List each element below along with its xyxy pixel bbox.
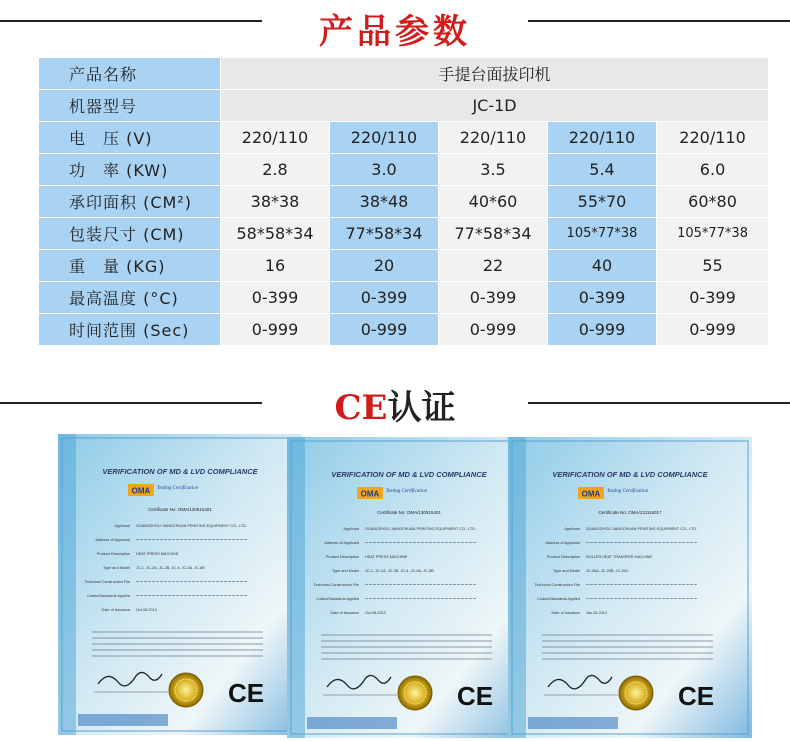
- certificate-footer-band: [528, 717, 618, 729]
- table-cell: 3.5: [439, 154, 548, 186]
- certificate-field-label: Product Description: [546, 555, 580, 559]
- table-cell: 220/110: [548, 122, 657, 154]
- row-label: 最高温度 (°C): [39, 282, 221, 314]
- table-cell: 105*77*38: [657, 218, 769, 250]
- table-cell: 77*58*34: [330, 218, 439, 250]
- table-row-model: [39, 90, 769, 122]
- certificate-footer-band: [307, 717, 397, 729]
- certificate-field-label: Codes/Standards Applied: [87, 594, 130, 598]
- certificate-field-label: Technical Construction File: [84, 580, 130, 584]
- certificate-field-label: Date of Issuance: [551, 611, 580, 615]
- certificate-heading: VERIFICATION OF MD & LVD COMPLIANCE: [331, 470, 487, 479]
- table-row: [39, 186, 769, 218]
- product-name-value: 手提台面拔印机: [221, 58, 769, 90]
- certificate-number: Certificate No: OMA/130515401: [148, 507, 212, 512]
- certificate-field-value: ROLLER HEAT TRANSFER MACHINE: [586, 555, 653, 559]
- certificate-side-band: [58, 434, 76, 735]
- certificate-field-label: Type and Model: [102, 566, 130, 570]
- gold-seal-icon: [398, 676, 432, 710]
- table-cell: 55*70: [548, 186, 657, 218]
- oma-logo-subtitle: Testing Certification: [607, 489, 649, 494]
- ce-section-title: [0, 380, 790, 429]
- certificate-field-value: GUANGZHOU JIANGCHUAN PRINTING EQUIPMENT CO., LTD.: [586, 527, 698, 531]
- certificate-field-label: Technical Construction File: [313, 583, 359, 587]
- table-row: [39, 250, 769, 282]
- table-cell: 0-999: [548, 314, 657, 346]
- table-row: [39, 154, 769, 186]
- row-label: 承印面积 (CM²): [39, 186, 221, 218]
- ce-title-mark: CE: [334, 388, 388, 428]
- table-cell: 0-399: [548, 282, 657, 314]
- table-cell: 0-999: [221, 314, 330, 346]
- table-cell: 2.8: [221, 154, 330, 186]
- certificate-field-value: JC-1, JC-2A, JC-2B, JC-4, JC-5A, JC-8B: [136, 566, 205, 570]
- row-label: 包装尺寸 (CM): [39, 218, 221, 250]
- ce-mark-icon: CE: [456, 681, 494, 711]
- table-cell: 20: [330, 250, 439, 282]
- table-cell: 16: [221, 250, 330, 282]
- table-cell: 38*38: [221, 186, 330, 218]
- oma-logo-text: OMA: [581, 489, 601, 499]
- table-cell: 0-999: [657, 314, 769, 346]
- certificate-heading: VERIFICATION OF MD & LVD COMPLIANCE: [552, 470, 708, 479]
- table-cell: 220/110: [439, 122, 548, 154]
- certificate-field-label: Codes/Standards Applied: [316, 597, 359, 601]
- certificate-side-band: [287, 437, 305, 738]
- row-label: 时间范围 (Sec): [39, 314, 221, 346]
- table-cell: 55: [657, 250, 769, 282]
- certificate-field-label: Technical Construction File: [534, 583, 580, 587]
- table-cell: 77*58*34: [439, 218, 548, 250]
- certificate-number: Certificate No: OMA/130515401: [377, 510, 441, 515]
- certificate-field-value: Oct.08.2013: [136, 608, 157, 612]
- certificate-1: [58, 434, 302, 735]
- certificate-field-label: Type and Model: [552, 569, 580, 573]
- table-cell: 0-399: [221, 282, 330, 314]
- certificate-side-band: [508, 437, 526, 738]
- table-cell: 40*60: [439, 186, 548, 218]
- certificate-artwork: [508, 437, 752, 738]
- oma-logo-text: OMA: [131, 486, 151, 496]
- certificate-field-label: Type and Model: [331, 569, 359, 573]
- table-row: [39, 314, 769, 346]
- row-label: 重 量 (KG): [39, 250, 221, 282]
- row-label: 功 率 (KW): [39, 154, 221, 186]
- table-cell: 220/110: [221, 122, 330, 154]
- oma-logo-text: OMA: [360, 489, 380, 499]
- certificate-field-value: GUANGZHOU JIANGCHUAN PRINTING EQUIPMENT CO., LTD.: [136, 524, 248, 528]
- certificate-field-label: Product Description: [325, 555, 359, 559]
- table-cell: 0-999: [330, 314, 439, 346]
- certificate-field-label: Codes/Standards Applied: [537, 597, 580, 601]
- gold-seal-icon: [169, 673, 203, 707]
- table-cell: 0-999: [439, 314, 548, 346]
- table-cell: 22: [439, 250, 548, 282]
- table-cell: 40: [548, 250, 657, 282]
- table-cell: 0-399: [439, 282, 548, 314]
- certificate-field-value: Jan.26.2014: [586, 611, 607, 615]
- table-cell: 0-399: [330, 282, 439, 314]
- certificate-2: [287, 437, 531, 738]
- certificate-field-value: GUANGZHOU JIANGCHUAN PRINTING EQUIPMENT CO., LTD.: [365, 527, 477, 531]
- oma-logo-subtitle: Testing Certification: [386, 489, 428, 494]
- certificate-field-label: Address of Applicant: [324, 541, 359, 545]
- table-row-product-name: [39, 58, 769, 90]
- model-value: JC-1D: [221, 90, 769, 122]
- row-label: 机器型号: [39, 90, 221, 122]
- table-cell: 0-399: [657, 282, 769, 314]
- certificate-field-label: Address of Applicant: [545, 541, 580, 545]
- ce-title-text: 认证: [387, 388, 456, 428]
- certificate-field-value: Oct.08.2013: [365, 611, 386, 615]
- oma-logo-subtitle: Testing Certification: [157, 486, 199, 491]
- table-cell: 3.0: [330, 154, 439, 186]
- certificate-field-label: Applicant: [114, 524, 130, 528]
- certificate-number: Certificate No: OMA/131116017: [598, 510, 662, 515]
- certificate-field-value: JC-26A, JC-26B, JC-26C: [586, 569, 629, 573]
- certificate-field-value: JC-1, JC-2A, JC-2B, JC-4, JC-5A, JC-8B: [365, 569, 434, 573]
- table-cell: 58*58*34: [221, 218, 330, 250]
- certificate-field-value: HEAT PRESS MACHINE: [365, 555, 408, 559]
- ce-mark-icon: CE: [227, 678, 265, 708]
- table-cell: 220/110: [330, 122, 439, 154]
- table-cell: 60*80: [657, 186, 769, 218]
- certificate-field-label: Date of Issuance: [330, 611, 359, 615]
- certificate-artwork: [287, 437, 531, 738]
- certificate-field-label: Address of Applicant: [95, 538, 130, 542]
- certificate-field-label: Product Description: [96, 552, 130, 556]
- ce-mark-icon: CE: [677, 681, 715, 711]
- table-row: [39, 218, 769, 250]
- certificate-heading: VERIFICATION OF MD & LVD COMPLIANCE: [102, 467, 258, 476]
- page-title: 产品参数: [319, 12, 471, 52]
- table-cell: 105*77*38: [548, 218, 657, 250]
- spec-table: [38, 57, 769, 346]
- table-cell: 6.0: [657, 154, 769, 186]
- table-cell: 220/110: [657, 122, 769, 154]
- certificate-3: [508, 437, 752, 738]
- certificate-artwork: [58, 434, 302, 735]
- certificate-field-label: Applicant: [343, 527, 359, 531]
- table-cell: 5.4: [548, 154, 657, 186]
- table-cell: 38*48: [330, 186, 439, 218]
- certificate-footer-band: [78, 714, 168, 726]
- certificate-field-value: HEAT PRESS MACHINE: [136, 552, 179, 556]
- table-row: [39, 122, 769, 154]
- table-row: [39, 282, 769, 314]
- certificate-field-label: Applicant: [564, 527, 580, 531]
- row-label: 电 压 (V): [39, 122, 221, 154]
- row-label: 产品名称: [39, 58, 221, 90]
- certificate-field-label: Date of Issuance: [101, 608, 130, 612]
- gold-seal-icon: [619, 676, 653, 710]
